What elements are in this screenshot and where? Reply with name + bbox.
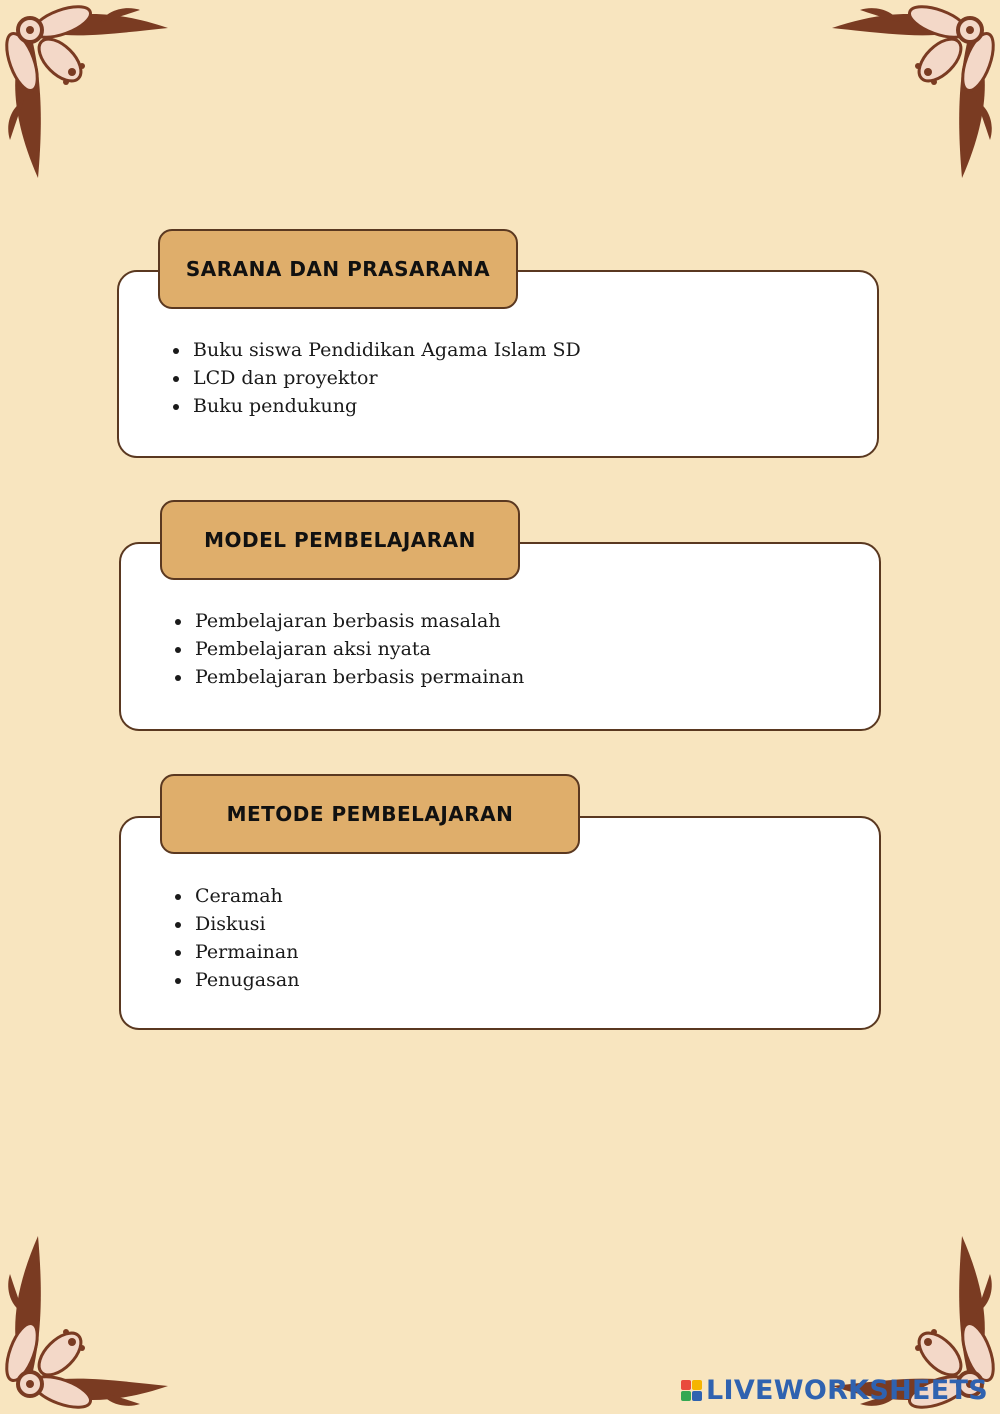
item-list — [119, 607, 881, 691]
watermark-text: LIVEWORKSHEETS — [705, 1375, 988, 1406]
section-sarana-prasarana — [117, 229, 879, 458]
section-model-pembelajaran — [119, 500, 881, 731]
list-item: • Buku siswa Pendidikan Agama Islam SD — [191, 336, 879, 364]
section-title: SARANA DAN PRASARANA — [158, 229, 518, 309]
list-item: • LCD dan proyektor — [191, 364, 879, 392]
item-list — [117, 336, 879, 420]
list-item: • Buku pendukung — [191, 392, 879, 420]
section-title: MODEL PEMBELAJARAN — [160, 500, 520, 580]
list-item: • Pembelajaran berbasis masalah — [193, 607, 881, 635]
list-item: • Pembelajaran aksi nyata — [193, 635, 881, 663]
liveworksheets-watermark — [681, 1375, 988, 1406]
list-item: • Ceramah — [193, 882, 881, 910]
corner-ornament-top-left-icon — [0, 0, 190, 190]
corner-ornament-top-right-icon — [810, 0, 1000, 190]
list-item: • Diskusi — [193, 910, 881, 938]
item-list — [119, 882, 881, 994]
list-item: • Pembelajaran berbasis permainan — [193, 663, 881, 691]
liveworksheets-logo-icon — [681, 1380, 702, 1401]
corner-ornament-bottom-left-icon — [0, 1224, 190, 1414]
section-metode-pembelajaran — [119, 774, 881, 1030]
section-title: METODE PEMBELAJARAN — [160, 774, 580, 854]
list-item: • Penugasan — [193, 966, 881, 994]
list-item: • Permainan — [193, 938, 881, 966]
